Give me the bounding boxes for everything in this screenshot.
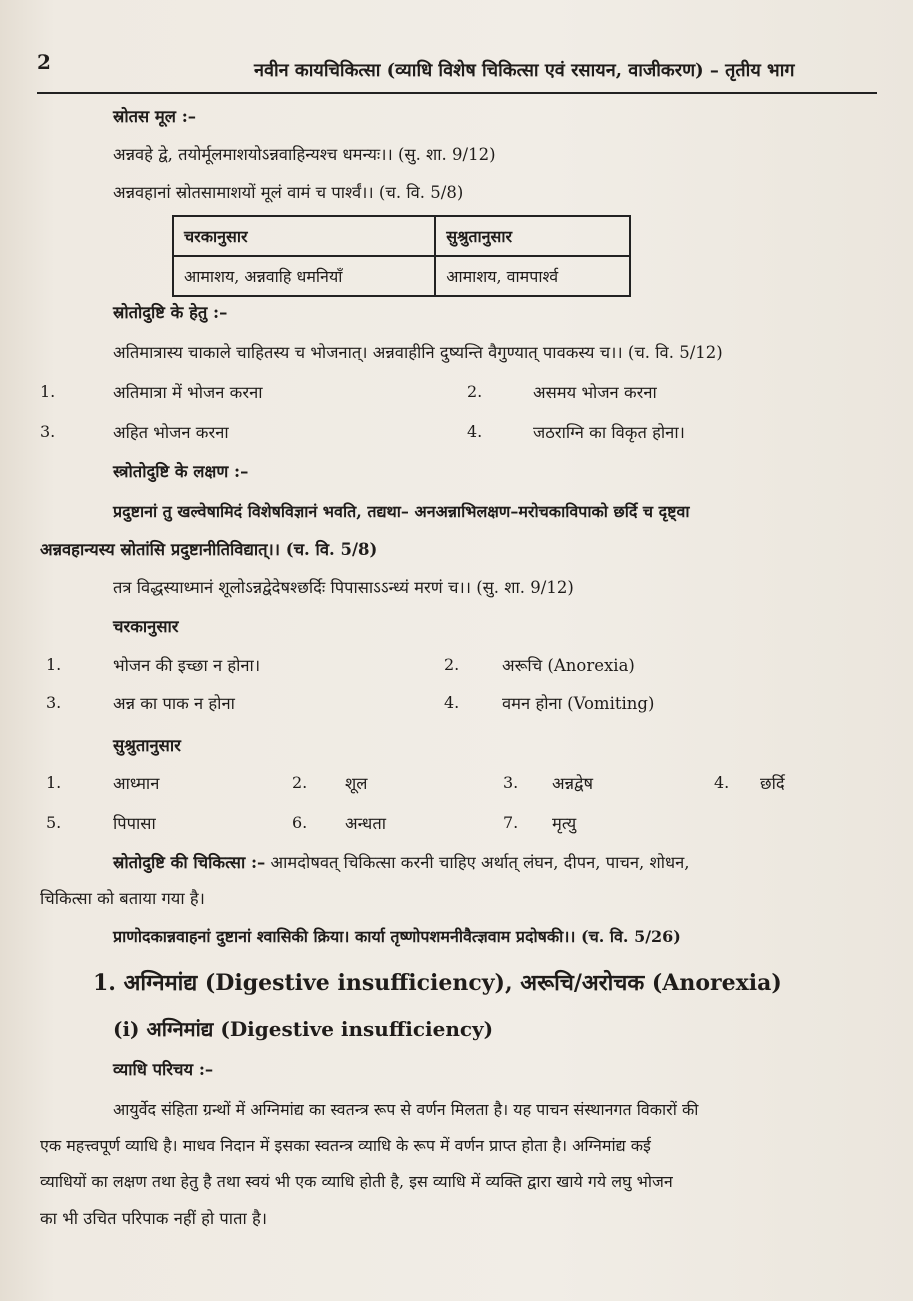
hetu-verse: अतिमात्रास्य चाकाले चाहितस्य च भोजनात्। अन्नवाहीनि दुष्यन्ति वैगुण्यात् पावकस्य च।। (च. वि. 5/12) xyxy=(113,343,723,362)
hetu-heading: स्रोतोदुष्टि के हेतु :– xyxy=(113,303,228,322)
charak-num-3: 3. xyxy=(46,693,62,712)
hetu-num-2: 2. xyxy=(467,382,483,401)
srotas-verse-1: अन्नवहे द्वे, तयोर्मूलमाशयोऽन्नवाहिन्यश्च धमन्यः।। (सु. शा. 9/12) xyxy=(113,145,496,164)
sushrut-num-3: 3. xyxy=(503,773,519,792)
section-subtitle: (i) अग्निमांद्य (Digestive insufficiency) xyxy=(113,1017,494,1041)
sushrut-num-6: 6. xyxy=(292,813,308,832)
sushrut-num-1: 1. xyxy=(46,773,62,792)
running-title: नवीन कायचिकित्सा (व्याधि विशेष चिकित्सा एवं रसायन, वाजीकरण) – तृतीय भाग xyxy=(254,60,795,81)
hetu-item-1: अतिमात्रा में भोजन करना xyxy=(113,383,263,402)
charak-heading: चरकानुसार xyxy=(113,617,179,636)
lakshan-verse-line-1: प्रदुष्टानां तु खल्वेषामिदं विशेषविज्ञानं भवति, तद्यथा– अनअन्नाभिलक्षण–मरोचकाविपाको छर्दि च दृष्ट्वा xyxy=(113,502,690,521)
table-header-row xyxy=(173,216,630,256)
hetu-item-4: जठराग्नि का विकृत होना। xyxy=(533,423,685,442)
hetu-num-4: 4. xyxy=(467,422,483,441)
sushrut-heading: सुश्रुतानुसार xyxy=(113,736,181,755)
chikitsa-verse: प्राणोदकान्नवाहनां दुष्टानां श्वासिकी क्रिया। कार्या तृष्णोपशमनीवैत्ज्ञवाम प्रदोषकी।। (च. वि. 5/26) xyxy=(113,927,681,946)
table-header-sushrut: सुश्रुतानुसार xyxy=(435,216,630,256)
sushrut-item-3: अन्नद्वेष xyxy=(552,774,594,793)
chikitsa-text-1: आमदोषवत् चिकित्सा करनी चाहिए अर्थात् लंघन, दीपन, पाचन, शोधन, xyxy=(265,853,690,872)
comparison-table xyxy=(172,215,631,297)
srotas-verse-2: अन्नवहानां स्रोतसामाशयों मूलं वामं च पार्श्वं।। (च. वि. 5/8) xyxy=(113,183,464,202)
charak-item-1: भोजन की इच्छा न होना। xyxy=(113,656,261,675)
charak-item-2: अरूचि (Anorexia) xyxy=(502,656,635,675)
sushrut-item-7: मृत्यु xyxy=(552,814,577,833)
sushrut-item-1: आध्मान xyxy=(113,774,160,793)
hetu-num-3: 3. xyxy=(40,422,56,441)
lakshan-heading: स्त्रोतोदुष्टि के लक्षण :– xyxy=(113,462,249,481)
sushrut-item-5: पिपासा xyxy=(113,814,156,833)
page-number: 2 xyxy=(37,50,51,74)
sushrut-num-2: 2. xyxy=(292,773,308,792)
table-row xyxy=(173,256,630,296)
charak-item-4: वमन होना (Vomiting) xyxy=(502,694,655,713)
hetu-item-2: असमय भोजन करना xyxy=(533,383,657,402)
charak-num-2: 2. xyxy=(444,655,460,674)
table-header-charak: चरकानुसार xyxy=(173,216,435,256)
sushrut-item-6: अन्धता xyxy=(345,814,387,833)
hetu-num-1: 1. xyxy=(40,382,56,401)
section-title: 1. अग्निमांद्य (Digestive insufficiency), अरूचि/अरोचक (Anorexia) xyxy=(93,970,782,996)
intro-para-line-4: का भी उचित परिपाक नहीं हो पाता है। xyxy=(40,1209,268,1228)
lakshan-verse-2: तत्र विद्धस्याध्मानं शूलोऽन्नद्वेदेषश्छर्दिः पिपासाऽऽन्ध्यं मरणं च।। (सु. शा. 9/12) xyxy=(113,578,574,597)
intro-heading: व्याधि परिचय :– xyxy=(113,1060,214,1079)
header-rule xyxy=(37,92,877,94)
sushrut-item-4: छर्दि xyxy=(760,774,785,793)
charak-num-4: 4. xyxy=(444,693,460,712)
srotas-mool-heading: स्रोतस मूल :– xyxy=(113,107,197,126)
table-cell-sushrut: आमाशय, वामपार्श्व xyxy=(435,256,630,296)
lakshan-verse-line-2: अन्नवहान्यस्य स्रोतांसि प्रदुष्टानीतिविद्यात्।। (च. वि. 5/8) xyxy=(40,540,378,559)
charak-item-3: अन्न का पाक न होना xyxy=(113,694,235,713)
sushrut-num-7: 7. xyxy=(503,813,519,832)
intro-para-line-3: व्याधियों का लक्षण तथा हेतु है तथा स्वयं भी एक व्याधि होती है, इस व्याधि में व्यक्ति द्वारा खाये गये लघु भोजन xyxy=(40,1172,673,1191)
chikitsa-line-1 xyxy=(113,850,690,873)
sushrut-num-4: 4. xyxy=(714,773,730,792)
chikitsa-text-2: चिकित्सा को बताया गया है। xyxy=(40,889,205,908)
intro-para-line-1: आयुर्वेद संहिता ग्रन्थों में अग्निमांद्य का स्वतन्त्र रूप से वर्णन मिलता है। यह पाचन संस्थानगत विकारों की xyxy=(113,1100,699,1119)
sushrut-num-5: 5. xyxy=(46,813,62,832)
hetu-item-3: अहित भोजन करना xyxy=(113,423,229,442)
charak-num-1: 1. xyxy=(46,655,62,674)
sushrut-item-2: शूल xyxy=(345,774,368,793)
chikitsa-heading: स्रोतोदुष्टि की चिकित्सा :– xyxy=(113,853,266,872)
intro-para-line-2: एक महत्त्वपूर्ण व्याधि है। माधव निदान में इसका स्वतन्त्र व्याधि के रूप में वर्णन प्राप्त होता है। अग्निमांद्य कई xyxy=(40,1136,651,1155)
table-cell-charak: आमाशय, अन्नवाहि धमनियाँ xyxy=(173,256,435,296)
